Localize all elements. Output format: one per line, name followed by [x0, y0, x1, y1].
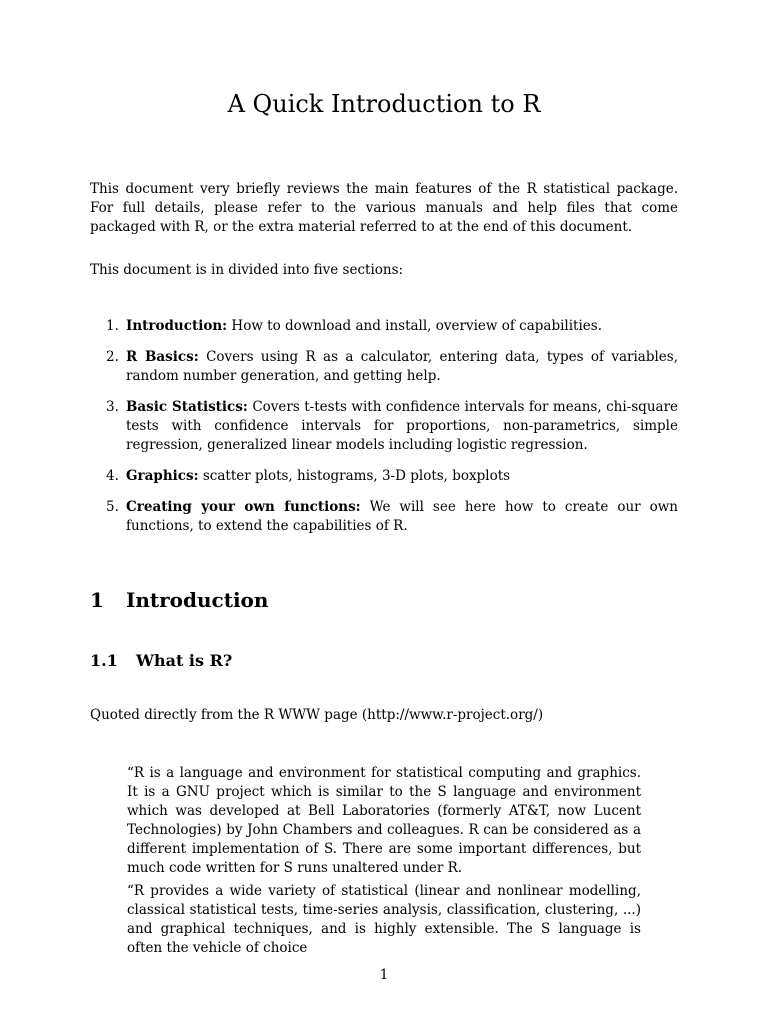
- list-item-text: How to download and install, overview of capabilities.: [231, 318, 603, 334]
- list-item: [90, 498, 678, 536]
- list-item-label: Graphics:: [126, 468, 199, 484]
- list-item: [90, 348, 678, 386]
- list-item-text: We will see here how to create our own functions, to extend the capabilities of R.: [126, 499, 678, 534]
- subsection-title: What is R?: [136, 651, 233, 670]
- list-item: [90, 317, 678, 336]
- section-number: 1: [90, 588, 104, 612]
- list-item-text: Covers using R as a calculator, entering data, types of variables, random number generation, and getting help.: [126, 349, 679, 384]
- list-item-text: scatter plots, histograms, 3-D plots, boxplots: [202, 468, 511, 484]
- list-number: 4.: [106, 468, 119, 484]
- list-item: [90, 467, 678, 486]
- quote-paragraph: “R is a language and environment for statistical computing and graphics. It is a GNU project which is similar to the S language and environment which was developed at Bell Laboratories (formerly AT&T, now Lucent Technologies) by John Chambers and colleagues. R can be considered as a different implementation of S. There are some important differences, but much code written for S runs unaltered under R.: [127, 765, 641, 876]
- section-title: Introduction: [126, 588, 269, 612]
- quoted-line: Quoted directly from the R WWW page (http://www.r-project.org/): [90, 707, 544, 723]
- sections-intro: This document is in divided into five sections:: [90, 262, 404, 278]
- subsection-heading: [90, 650, 232, 672]
- list-number: 2.: [106, 349, 119, 365]
- section-heading: [90, 587, 268, 613]
- list-number: 3.: [106, 399, 119, 415]
- list-item: [90, 398, 678, 455]
- list-item-label: Creating your own functions:: [126, 499, 361, 515]
- subsection-number: 1.1: [90, 651, 118, 670]
- sections-list: [90, 317, 678, 548]
- list-item-label: Basic Statistics:: [126, 399, 248, 415]
- document-title: A Quick Introduction to R: [227, 90, 541, 118]
- list-item-label: Introduction:: [126, 318, 228, 334]
- page-number: 1: [379, 967, 389, 983]
- list-number: 5.: [106, 499, 119, 515]
- quote-paragraph: “R provides a wide variety of statistical (linear and nonlinear modelling, classical statistical tests, time-series analysis, classification, clustering, ...) and graphical techniques, and is highly extensible. The S language is often the vehicle of choice: [127, 883, 641, 956]
- intro-paragraph: This document very briefly reviews the main features of the R statistical package. For full details, please refer to the various manuals and help files that come packaged with R, or the extra material referred to at the end of this document.: [90, 181, 678, 235]
- list-item-label: R Basics:: [126, 349, 199, 365]
- list-number: 1.: [106, 318, 119, 334]
- list-item-text: Covers t-tests with confidence intervals for means, chi-square tests with confidence intervals for proportions, non-parametrics, simple regression, generalized linear models including logistic regression.: [126, 399, 679, 453]
